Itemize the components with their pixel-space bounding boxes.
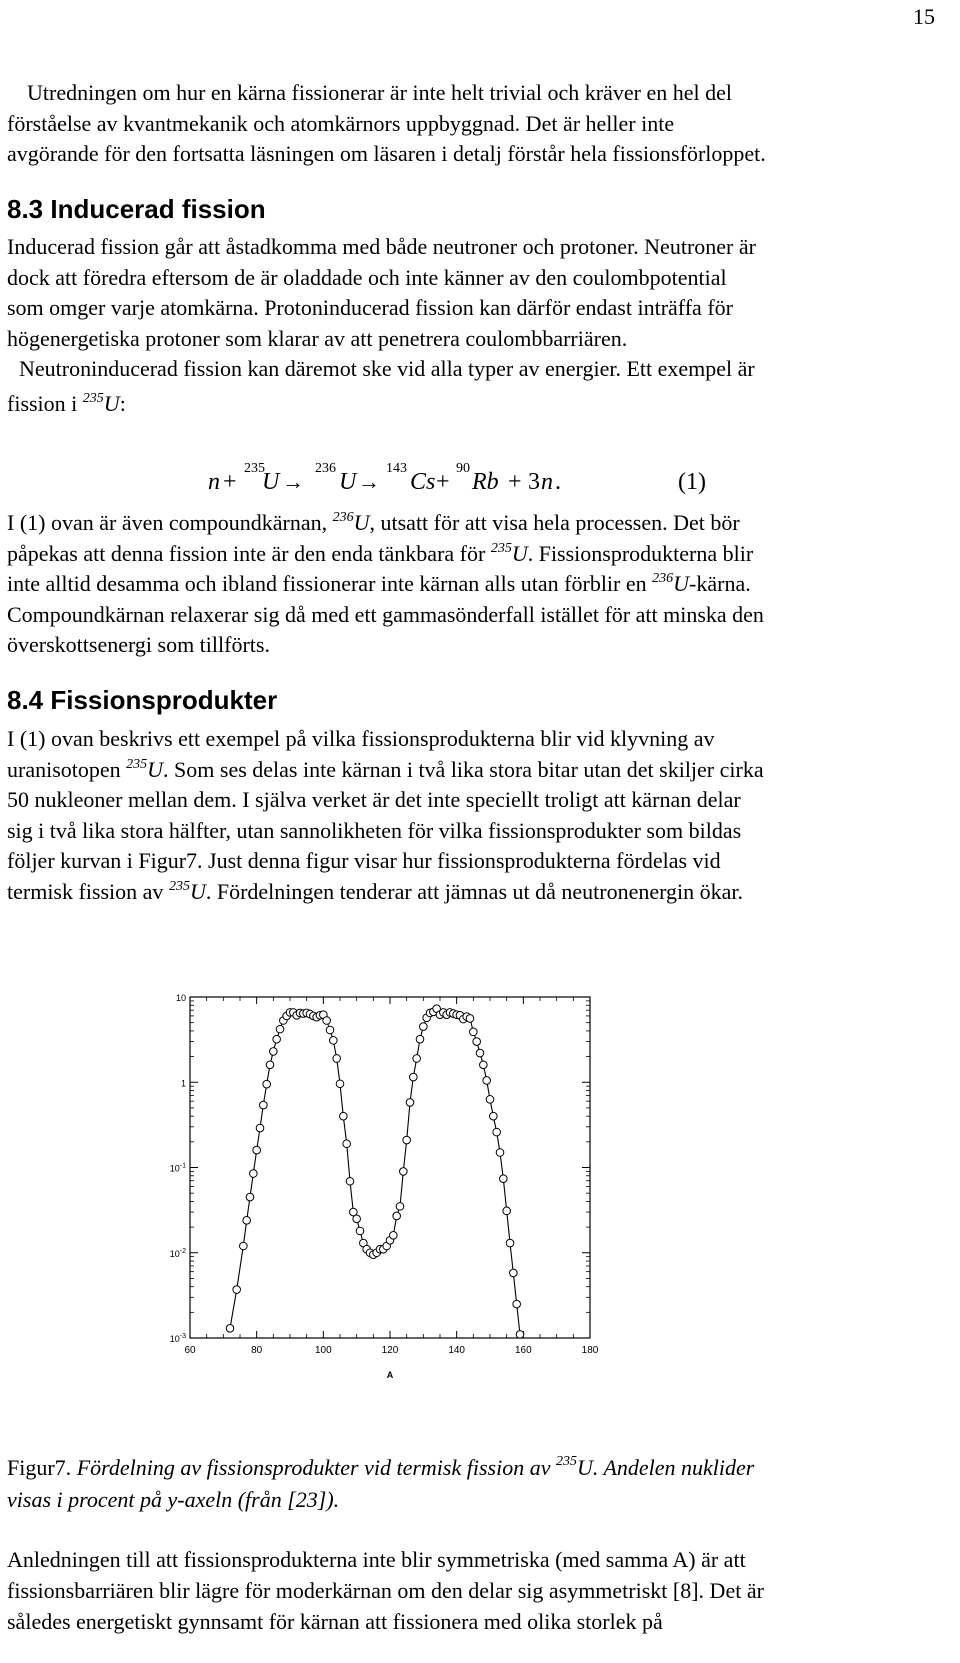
data-point (480, 1061, 488, 1069)
intro-line: förståelse av kvantmekanik och atomkärnors uppbyggnad. Det är heller inte (7, 110, 675, 136)
text-span: fission i (7, 390, 83, 416)
data-point (393, 1212, 401, 1220)
caption-text: . Andelen nuklider (592, 1455, 755, 1480)
text-span: . Som ses delas inte kärnan i två lika stora bitar utan det skiljer cirka (163, 756, 764, 782)
data-point (510, 1269, 518, 1277)
eq-plus: + (223, 469, 237, 495)
eq-symbol: U (339, 469, 357, 495)
y-tick-base: 10 (169, 1334, 180, 1344)
text-span: I (1) ovan är även compoundkärnan, (7, 510, 333, 535)
data-point (330, 1037, 338, 1045)
eq-symbol: Cs (410, 469, 436, 495)
data-point (466, 1015, 474, 1023)
text-line: dock att föredra eftersom de är oladdade och inte känner av den coulombpotential (7, 264, 727, 290)
text-line: överskottsenergi som tillförts. (7, 632, 270, 657)
eq-plus: + (436, 469, 450, 495)
intro-line: Utredningen om hur en kärna fissionerar är inte helt trivial och kräver en hel del (27, 80, 732, 105)
data-point (473, 1038, 481, 1046)
x-tick-label: 80 (251, 1345, 263, 1356)
data-point (343, 1140, 351, 1148)
element-symbol: U (673, 571, 690, 596)
data-point (270, 1048, 278, 1056)
y-tick-exponent: -1 (179, 1162, 186, 1170)
mass-number: 236 (652, 571, 674, 586)
text-line (7, 877, 942, 908)
intro-paragraph (7, 78, 942, 170)
data-point (253, 1146, 261, 1154)
eq-neutron: n (541, 469, 553, 495)
element-symbol: U (103, 390, 120, 416)
data-point (406, 1099, 414, 1107)
y-tick-base: 10 (169, 1163, 180, 1174)
text-span: , utsatt för att visa hela processen. Det bör (369, 510, 740, 535)
data-point (390, 1232, 398, 1240)
y-tick-label (176, 993, 186, 1003)
data-point (266, 1061, 274, 1069)
eq-symbol: U (262, 469, 280, 495)
intro-line: avgörande för den fortsatta läsningen om läsaren i detalj förstår hela fissionsförloppet. (7, 141, 766, 166)
x-axis-label: A (386, 1370, 394, 1380)
caption-label: Figur7. (7, 1455, 77, 1480)
data-point (346, 1177, 354, 1185)
text-line (7, 389, 942, 420)
text-line (7, 755, 942, 786)
text-span: . Fissionsprodukterna blir (527, 540, 754, 566)
text-line: som omger varje atomkärna. Protoninducerad fission kan därför endast inträffa för (7, 295, 733, 320)
eq-mass-number: 90 (456, 461, 470, 476)
x-tick-label: 160 (514, 1345, 532, 1356)
text-line: Neutroninducerad fission kan däremot ske vid alla typer av energier. Ett exempel är (19, 356, 755, 381)
text-line: högenergetiska protoner som klarar av att penetrera coulombbarriären. (7, 325, 628, 351)
x-tick-label: 60 (184, 1345, 196, 1356)
text-line (7, 508, 942, 539)
element-symbol: U (189, 878, 206, 904)
eq-arrow: → (358, 469, 380, 494)
x-tick-label: 100 (314, 1345, 332, 1356)
fission-yield-chart (150, 985, 670, 1390)
data-point (516, 1331, 524, 1339)
text-line (7, 539, 942, 570)
data-point (500, 1175, 508, 1183)
data-point (416, 1035, 424, 1043)
section-8-3-paragraph (7, 232, 942, 419)
y-tick-base: 10 (169, 1248, 180, 1259)
mass-number: 235 (82, 390, 104, 406)
x-tick-label: 180 (581, 1345, 599, 1356)
data-point (513, 1300, 521, 1308)
data-point (256, 1124, 264, 1132)
data-point (503, 1207, 511, 1215)
caption-text: Fördelning av fissionsprodukter vid termisk fission av (76, 1455, 556, 1480)
data-point (486, 1096, 494, 1104)
eq-period: . (555, 469, 561, 495)
element-symbol: U (147, 756, 164, 782)
eq-coefficient: 3 (528, 469, 540, 495)
data-point (323, 1017, 331, 1025)
data-point (413, 1055, 421, 1063)
y-tick-exponent: -2 (179, 1247, 186, 1255)
element-symbol: U (576, 1455, 593, 1480)
data-point (496, 1149, 504, 1157)
eq-plus: + (508, 469, 522, 495)
data-point (476, 1049, 484, 1057)
section-heading-8-3: 8.3 Inducerad fission (7, 194, 266, 224)
data-point (333, 1055, 341, 1063)
x-tick-label: 140 (448, 1345, 466, 1356)
data-point (276, 1025, 284, 1033)
y-tick-label (170, 1163, 186, 1174)
text-line: fissionsbarriären blir lägre för moderkärnan om den delar sig asymmetriskt [8]. Det är (7, 1578, 764, 1603)
chart-svg (150, 985, 670, 1385)
text-line (7, 569, 942, 600)
compound-paragraph (7, 508, 942, 661)
text-line: således energetiskt gynnsamt för kärnan att fissionera med olika storlek på (7, 1609, 663, 1634)
figure-caption (7, 1452, 947, 1516)
data-point (400, 1168, 408, 1176)
element-symbol: U (353, 510, 370, 535)
mass-number: 235 (168, 878, 190, 894)
eq-mass-number: 143 (386, 461, 407, 476)
eq-mass-number: 236 (315, 461, 336, 476)
data-point (243, 1217, 251, 1225)
text-line: Anledningen till att fissionsprodukterna inte blir symmetriska (med samma A) är att (7, 1547, 746, 1572)
data-point (336, 1080, 344, 1088)
caption-text: visas i procent på y-axeln (från [23]). (7, 1487, 340, 1512)
mass-number: 236 (332, 510, 354, 525)
data-point (246, 1193, 254, 1201)
mass-number: 235 (490, 540, 512, 556)
text-line: följer kurvan i Figur7. Just denna figur visar hur fissionsprodukterna fördelas vid (7, 848, 721, 873)
element-symbol: U (511, 540, 528, 566)
text-line: Compoundkärnan relaxerar sig då med ett gammasönderfall istället för att minska den (7, 601, 764, 627)
text-line: 50 nukleoner mellan dem. I själva verket är det inte speciellt troligt att kärnan delar (7, 787, 741, 812)
text-span: termisk fission av (7, 878, 169, 904)
data-point (326, 1026, 334, 1034)
equation-number: (1) (678, 469, 706, 495)
mass-number: 235 (555, 1454, 577, 1469)
text-span: inte alltid desamma och ibland fissionerar inte kärnan alls utan förblir en (7, 571, 653, 596)
text-span: påpekas att denna fission inte är den enda tänkbara för (7, 540, 491, 566)
data-point (403, 1136, 411, 1144)
data-point (353, 1215, 361, 1223)
data-point (273, 1035, 281, 1043)
text-span: uranisotopen (7, 756, 127, 782)
yield-curve (230, 1009, 520, 1335)
data-point (260, 1101, 268, 1109)
eq-arrow: → (282, 469, 304, 494)
section-8-4-paragraph (7, 724, 942, 907)
y-tick-label (170, 1333, 186, 1344)
text-span: : (119, 390, 126, 416)
data-point (396, 1203, 404, 1211)
data-point (490, 1112, 498, 1120)
x-tick-label: 120 (381, 1345, 399, 1356)
data-point (420, 1023, 428, 1031)
text-line: Inducerad fission går att åstadkomma med både neutroner och protoner. Neutroner är (7, 234, 756, 259)
text-span: . Fördelningen tenderar att jämnas ut då neutronenergin ökar. (205, 878, 744, 904)
data-point (240, 1242, 248, 1250)
eq-neutron: n (208, 469, 220, 495)
fission-equation (0, 461, 960, 509)
mass-number: 235 (126, 756, 148, 772)
data-point (483, 1077, 491, 1085)
text-span: -kärna. (689, 571, 751, 596)
data-point (340, 1112, 348, 1120)
y-tick-base: 1 (180, 1078, 186, 1089)
y-tick-exponent: -3 (179, 1333, 186, 1340)
y-tick-base: 10 (175, 993, 186, 1003)
data-point (470, 1028, 478, 1036)
data-point (250, 1170, 258, 1178)
data-point (226, 1324, 234, 1332)
text-line: I (1) ovan beskrivs ett exempel på vilka fissionsprodukterna blir vid klyvning av (7, 726, 715, 751)
page-number: 15 (913, 4, 935, 29)
data-point (233, 1286, 241, 1294)
y-tick-label (170, 1248, 186, 1259)
eq-mass-number: 235 (244, 461, 265, 476)
section-heading-8-4: 8.4 Fissionsprodukter (7, 685, 278, 715)
data-point (263, 1080, 271, 1088)
data-point (410, 1073, 418, 1081)
data-point (493, 1128, 501, 1136)
plot-frame (190, 997, 590, 1338)
text-line: sig i två lika stora hälfter, utan sannolikheten för vilka fissionsprodukter som bildas (7, 817, 742, 843)
data-point (356, 1227, 364, 1235)
final-paragraph (7, 1544, 942, 1637)
y-tick-label (181, 1078, 186, 1088)
data-point (506, 1239, 514, 1247)
eq-symbol: Rb (472, 469, 499, 495)
